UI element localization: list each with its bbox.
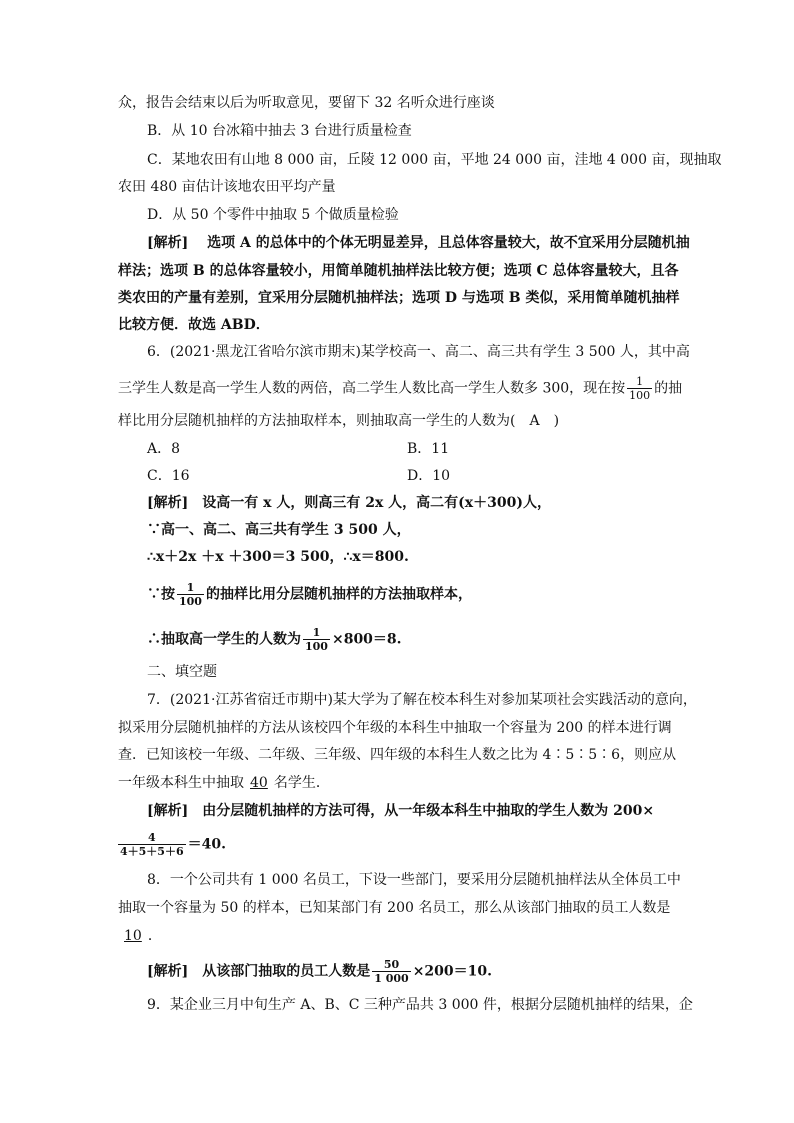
q7-solution-text1: 由分层随机抽样的方法可得，从一年级本科生中抽取的学生人数为 200× [202, 803, 655, 819]
q6-solution-fraction2-numerator: 1 [312, 626, 321, 639]
q6-solution-text4b: 的抽样比用分层随机抽样的方法抽取样本， [205, 586, 472, 603]
q6-line3: 样比用分层随机抽样的方法抽取样本，则抽取高一学生的人数为( A ) [118, 413, 560, 429]
q5-explanation-line4: 比较方便．故选 ABD． [118, 317, 270, 333]
q6-solution-line3: ∴x＋2x ＋x ＋300＝3 500，∴x＝800. [147, 549, 409, 565]
q6-solution-text5a: ∴抽取高一学生的人数为 [147, 631, 301, 648]
q6-fraction-numerator: 1 [636, 375, 644, 388]
q5-explanation-line3: 类农田的产量有差别，宜采用分层随机抽样法；选项 D 与选项 B 类似，采用简单随机抽样 [118, 290, 680, 306]
q7-solution-fraction [118, 831, 186, 858]
q5-option-c-line2: 农田 480 亩估计该地农田平均产量 [118, 179, 336, 195]
q8-fraction-numerator: 50 [383, 958, 400, 971]
q7-fraction-denominator: 4＋5＋5＋6 [120, 845, 184, 858]
q5-analysis-tag: [解析] [147, 235, 189, 251]
q6-solution-line1 [147, 493, 551, 513]
q6-line1: 6．(2021·黑龙江省哈尔滨市期末)某学校高一、高二、高三共有学生 3 500 人，其中高 [147, 344, 690, 360]
q6-solution-line4 [147, 581, 472, 608]
q6-option-a: A．8 [147, 441, 181, 457]
q8-solution-text1: 从该部门抽取的员工人数是 [202, 963, 371, 980]
q5-option-d: D．从 50 个零件中抽取 5 个做质量检验 [147, 207, 399, 223]
q6-solution-line2: ∵高一、高二、高三共有学生 3 500 人， [147, 522, 411, 538]
q6-option-d: D．10 [407, 468, 451, 484]
q7-solution-text2: ＝40. [187, 836, 226, 853]
q8-solution-text2: ×200＝10. [412, 963, 493, 980]
q8-line3 [118, 926, 162, 946]
q5-option-b: B．从 10 台冰箱中抽去 3 台进行质量检查 [147, 123, 412, 139]
q6-fraction [627, 375, 652, 402]
q9-line1: 9．某企业三月中旬生产 A、B、C 三种产品共 3 000 件，根据分层随机抽样的结果，企 [147, 997, 693, 1013]
q7-line4 [118, 773, 330, 793]
q6-line2-end: 的抽 [654, 380, 683, 397]
q8-line1: 8．一个公司共有 1 000 名员工，下设一些部门，要采用分层随机抽样法从全体员工中 [147, 872, 681, 888]
q7-solution-line2 [118, 831, 226, 858]
q6-option-b: B．11 [407, 441, 450, 457]
q8-answer-blank: 10 [124, 928, 142, 944]
q8-solution-fraction [372, 958, 410, 985]
q5-explanation-text1: 选项 A 的总体中的个体无明显差异，且总体容量较大，故不宜采用分层随机抽 [207, 235, 690, 251]
q7-line4-text: 一年级本科生中抽取 [118, 775, 244, 791]
q6-solution-text1: 设高一有 x 人，则高三有 2x 人，高二有(x＋300)人， [202, 495, 551, 511]
q6-line2 [118, 375, 682, 402]
q5-explanation-line1 [147, 233, 690, 253]
q6-solution-text5b: ×800＝8. [331, 631, 402, 648]
q5-continuation: 众，报告会结束以后为听取意见，要留下 32 名听众进行座谈 [118, 95, 495, 111]
q8-fraction-denominator: 1 000 [374, 972, 409, 985]
q7-answer-blank: 40 [250, 775, 268, 791]
q6-solution-fraction1-denominator: 100 [179, 595, 202, 608]
q7-line4-end: 名学生． [273, 775, 330, 791]
q7-solution-line1 [147, 801, 654, 821]
q8-analysis-tag: [解析] [147, 963, 189, 980]
q6-fraction-denominator: 100 [629, 389, 651, 402]
q7-line3: 查．已知该校一年级、二年级、三年级、四年级的本科生人数之比为 4∶5∶5∶6，则应从 [118, 747, 677, 763]
q5-explanation-line2: 样法；选项 B 的总体容量较小，用简单随机抽样法比较方便；选项 C 总体容量较大，且各 [118, 263, 679, 279]
q6-line2-text: 三学生人数是高一学生人数的两倍，高二学生人数比高一学生人数多 300，现在按 [118, 380, 626, 397]
q6-solution-text4a: ∵按 [147, 586, 175, 603]
q7-line2: 拟采用分层随机抽样的方法从该校四个年级的本科生中抽取一个容量为 200 的样本进行调 [118, 720, 672, 736]
q8-line3-end: ． [147, 928, 162, 944]
q6-option-c: C．16 [147, 468, 190, 484]
q6-solution-fraction1 [177, 581, 204, 608]
q6-solution-fraction1-numerator: 1 [186, 581, 195, 594]
q8-solution-line [147, 958, 492, 985]
q6-solution-fraction2-denominator: 100 [305, 640, 328, 653]
section-heading-fill-in: 二、填空题 [147, 664, 217, 680]
q7-line1: 7．(2021·江苏省宿迁市期中)某大学为了解在校本科生对参加某项社会实践活动的意向， [147, 692, 697, 708]
q7-analysis-tag: [解析] [147, 803, 189, 819]
q7-fraction-numerator: 4 [147, 831, 156, 844]
q8-line2: 抽取一个容量为 50 的样本，已知某部门有 200 名员工，那么从该部门抽取的员工人数是 [118, 900, 671, 916]
q6-solution-line5 [147, 626, 402, 653]
q6-solution-fraction2 [303, 626, 330, 653]
q6-analysis-tag: [解析] [147, 495, 189, 511]
q5-option-c-line1: C．某地农田有山地 8 000 亩，丘陵 12 000 亩，平地 24 000 亩，洼地 4 000 亩，现抽取 [147, 152, 722, 168]
